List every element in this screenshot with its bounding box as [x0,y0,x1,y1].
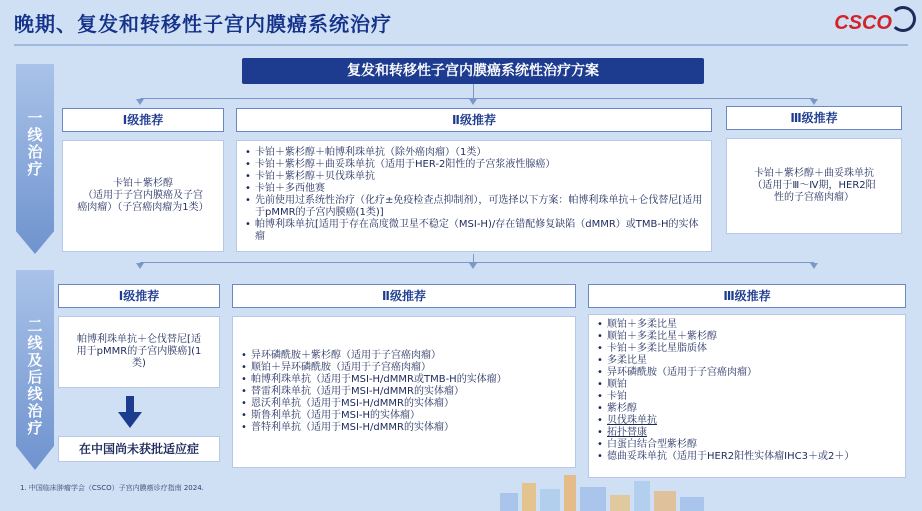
panel-line: （适用于子宫内膜癌及子宫 [83,190,203,201]
first-line-grade2-panel [236,140,712,252]
list-item: • 卡铂＋多西他赛 [245,183,703,195]
panel-line: 用于pMMR的子宫内膜癌](1 [76,346,202,357]
panel-line: 性的子宫癌肉瘤） [774,192,854,203]
second-line-grade1-head: Ⅰ级推荐 [58,284,220,308]
title-divider [14,44,908,46]
list-item: • 顺铂＋多柔比星 [597,319,897,331]
first-line-grade3-panel [726,138,902,234]
arrow-down-icon [469,99,477,105]
list-item: • 贝伐珠单抗 [597,415,897,427]
first-line-grade2-head: Ⅱ级推荐 [236,108,712,132]
list-item: • 斯鲁利单抗（适用于MSI-H的实体瘤） [241,410,507,422]
panel-line: （适用于Ⅲ～Ⅳ期，HER2阳 [752,180,876,191]
panel-line: 卡铂＋紫杉醇＋曲妥珠单抗 [754,168,874,179]
footnote: 1. 中国临床肿瘤学会（CSCO）子宫内膜癌诊疗指南 2024. [20,484,204,492]
list-item: • 帕博利珠单抗[适用于存在高度微卫星不稳定（MSI-H)/存在错配修复缺陷（dMMR）或TMB-H的实体瘤 [245,219,703,243]
arrow-down-icon [118,396,142,428]
list-item: • 普特利单抗（适用于MSI-H/dMMR的实体瘤） [241,422,507,434]
scheme-banner: 复发和转移性子宫内膜癌系统性治疗方案 [242,58,704,84]
panel-line: 卡铂＋紫杉醇 [113,178,173,189]
first-line-label: 一线治疗 [27,109,43,178]
list-item: • 卡铂＋紫杉醇＋贝伐珠单抗 [245,171,703,183]
panel-line: 帕博利珠单抗＋仑伐替尼[适 [77,334,201,345]
slide-title: 晚期、复发和转移性子宫内膜癌系统治疗 [14,12,392,36]
first-line-grade1-panel [62,140,224,252]
connector [140,262,814,263]
list-item: • 紫杉醇 [597,403,897,415]
first-line-grade3-head: Ⅲ级推荐 [726,106,902,130]
connector [473,84,474,98]
list-item: • 顺铂＋异环磷酰胺（适用于子宫癌肉瘤） [241,362,507,374]
list-item: • 拓扑替康 [597,427,897,439]
second-line-label: 二线及后线治疗 [27,317,43,437]
second-line-grade3-head: Ⅲ级推荐 [588,284,906,308]
list-item: • 顺铂 [597,379,897,391]
not-approved-note: 在中国尚未获批适应症 [58,436,220,462]
second-line-grade1-panel [58,316,220,388]
list-item: • 异环磷酰胺＋紫杉醇（适用于子宫癌肉瘤） [241,350,507,362]
second-line-grade3-panel [588,314,906,478]
connector [140,98,814,99]
list-item: • 多柔比星 [597,355,897,367]
list-item: • 德曲妥珠单抗（适用于HER2阳性实体瘤IHC3＋或2＋） [597,451,897,463]
list-item: • 卡铂＋多柔比星脂质体 [597,343,897,355]
arrow-down-icon [810,99,818,105]
list-item: • 卡铂＋紫杉醇＋曲妥珠单抗（适用于HER-2阳性的子宫浆液性腺癌） [245,159,703,171]
list-item: • 卡铂＋紫杉醇＋帕博利珠单抗（除外癌肉瘤）（1类） [245,147,703,159]
csco-logo: CSCO [834,12,892,34]
list-item: • 卡铂 [597,391,897,403]
panel-line: 类) [132,358,146,369]
connector [473,254,474,262]
arrow-down-icon [810,263,818,269]
list-item: • 恩沃利单抗（适用于MSI-H/dMMR的实体瘤） [241,398,507,410]
list-item: • 异环磷酰胺（适用于子宫癌肉瘤） [597,367,897,379]
list-item: • 替雷利珠单抗（适用于MSI-H/dMMR的实体瘤） [241,386,507,398]
panel-line: 癌肉瘤）（子宫癌肉瘤为1类） [77,202,209,213]
list-item: • 白蛋白结合型紫杉醇 [597,439,897,451]
skyline-decoration [500,465,710,511]
second-line-grade2-panel [232,316,576,468]
second-line-grade2-head: Ⅱ级推荐 [232,284,576,308]
list-item: • 先前使用过系统性治疗（化疗±免疫检查点抑制剂），可选择以下方案：帕博利珠单抗＋仑伐替尼[适用于pMMR的子宫内膜癌(1类)] [245,195,703,219]
list-item: • 顺铂＋多柔比星＋紫杉醇 [597,331,897,343]
logo-emblem-icon [890,6,916,32]
arrow-down-icon [469,263,477,269]
first-line-grade1-head: Ⅰ级推荐 [62,108,224,132]
arrow-down-icon [136,263,144,269]
arrow-down-icon [136,99,144,105]
list-item: • 帕博利珠单抗（适用于MSI-H/dMMR或TMB-H的实体瘤） [241,374,507,386]
